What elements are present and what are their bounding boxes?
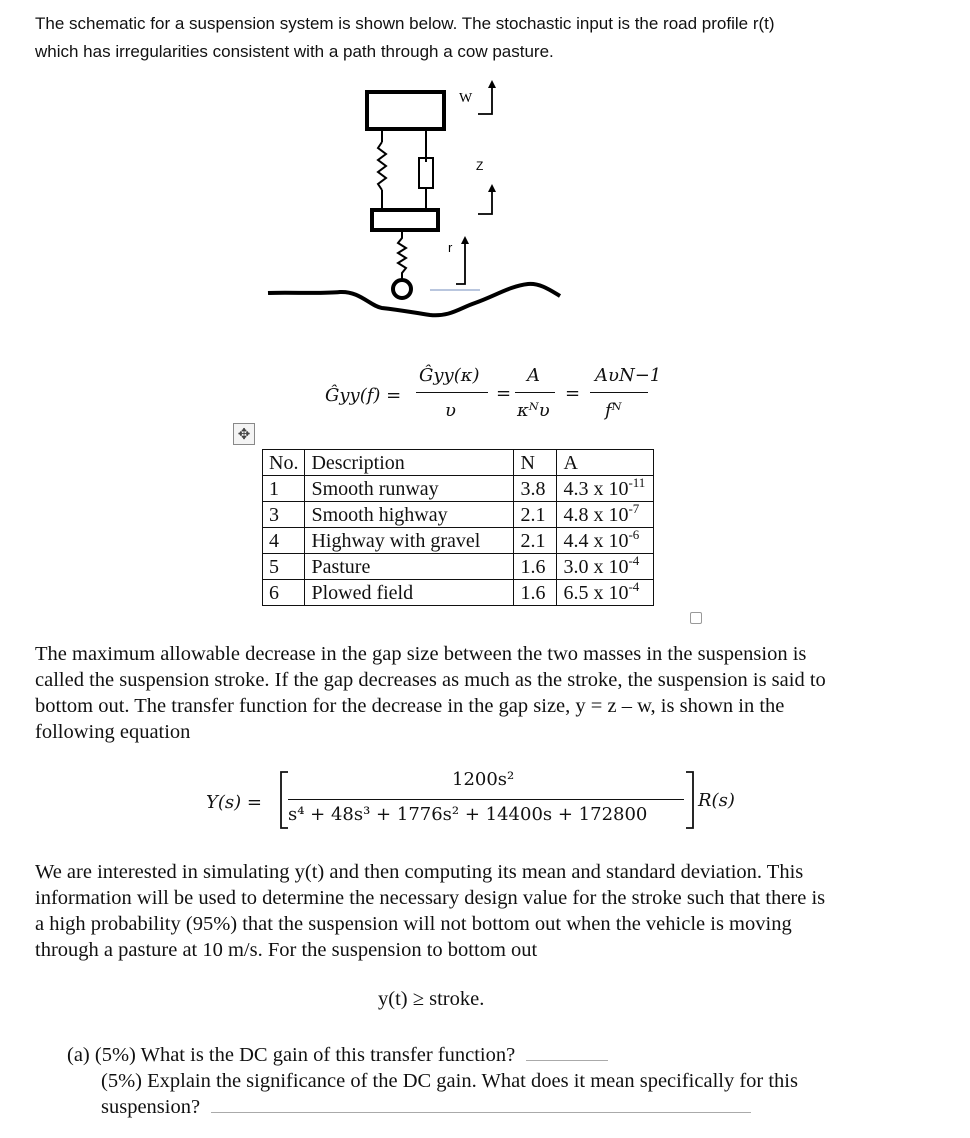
cell-a-base: 4.3 x 10: [563, 477, 629, 500]
psd-frac3-den: fᴺ: [605, 400, 622, 421]
label-r: r: [448, 240, 453, 255]
cell-a-base: 3.0 x 10: [563, 555, 629, 578]
suspension-spring: [378, 142, 386, 190]
damper-cylinder: [419, 158, 433, 188]
cell-a: [557, 502, 654, 528]
cell-a: [557, 580, 654, 606]
tf-denominator: s⁴ + 48s³ + 1776s² + 14400s + 172800: [288, 804, 648, 825]
header-n: N: [514, 450, 557, 476]
simulation-paragraph-line-1: We are interested in simulating y(t) and then computing its mean and standard deviation. This: [35, 861, 804, 883]
psd-frac1-num: Ĝyy(κ): [419, 365, 480, 386]
suspension-schematic: [260, 80, 570, 330]
question-a-line-1: (a) (5%) What is the DC gain of this transfer function?: [67, 1044, 516, 1066]
bottom-out-condition: y(t) ≥ stroke.: [378, 988, 485, 1010]
z-arrow: [478, 190, 492, 214]
psd-equation: [325, 365, 662, 427]
cell-a-exp: -4: [628, 578, 640, 594]
cell-no: 4: [263, 528, 305, 554]
tf-fraction-bar: [288, 799, 684, 800]
cell-no: 3: [263, 502, 305, 528]
cell-a-base: 4.4 x 10: [563, 529, 629, 552]
cell-description: Plowed field: [305, 580, 514, 606]
tire-spring: [398, 230, 406, 280]
cell-description: Smooth highway: [305, 502, 514, 528]
psd-frac3-bar: [590, 392, 648, 393]
table-header-row: [263, 450, 654, 476]
cell-a-exp: -4: [628, 552, 640, 568]
intro-line-2: which has irregularities consistent with a path through a cow pasture.: [35, 42, 554, 61]
cell-n: 2.1: [514, 502, 557, 528]
dc-gain-answer-blank[interactable]: [526, 1042, 608, 1061]
cell-a-exp: -11: [628, 474, 646, 490]
question-a: [67, 1042, 947, 1120]
tf-numerator: 1200s²: [452, 769, 515, 790]
tf-rhs: R(s): [698, 790, 735, 811]
cell-a: [557, 554, 654, 580]
psd-frac1-bar: [416, 392, 488, 393]
psd-frac2-num: A: [527, 365, 540, 386]
header-no: No.: [263, 450, 305, 476]
intro-text: [35, 10, 935, 66]
cell-no: 6: [263, 580, 305, 606]
intro-line-1: The schematic for a suspension system is shown below. The stochastic input is the road profile r(t): [35, 14, 775, 33]
simulation-paragraph: [35, 859, 935, 963]
psd-frac2-den: κᴺυ: [517, 400, 550, 421]
label-z: Z: [476, 159, 484, 173]
road-roughness-table: [262, 449, 654, 606]
simulation-paragraph-line-3: a high probability (95%) that the suspension will not bottom out when the vehicle is moving: [35, 913, 792, 935]
question-a-line-3: suspension?: [101, 1096, 201, 1118]
stroke-paragraph-line-1: The maximum allowable decrease in the gap size between the two masses in the suspension is: [35, 643, 807, 665]
table-row: [263, 528, 654, 554]
cell-a-exp: -6: [628, 526, 640, 542]
simulation-paragraph-line-4: through a pasture at 10 m/s. For the suspension to bottom out: [35, 939, 538, 961]
w-arrow: [478, 86, 492, 114]
table-resize-handle-icon[interactable]: [690, 612, 702, 624]
cell-no: 5: [263, 554, 305, 580]
cell-description: Smooth runway: [305, 476, 514, 502]
psd-eq2: =: [496, 383, 512, 404]
header-a: A: [557, 450, 654, 476]
tf-lhs: Y(s) =: [206, 792, 262, 813]
transfer-function-equation: [200, 768, 760, 832]
cell-n: 1.6: [514, 554, 557, 580]
label-w: W: [459, 91, 473, 106]
lower-mass: [372, 210, 438, 230]
cell-a: [557, 528, 654, 554]
wheel: [393, 280, 411, 298]
stroke-paragraph-line-2: called the suspension stroke. If the gap decreases as much as the stroke, the suspension is said to: [35, 669, 826, 691]
table-row: [263, 554, 654, 580]
header-description: Description: [305, 450, 514, 476]
tf-right-bracket: [684, 770, 696, 830]
table-move-handle-icon[interactable]: ✥: [233, 423, 255, 445]
cell-n: 3.8: [514, 476, 557, 502]
upper-mass: [367, 92, 444, 129]
cell-n: 1.6: [514, 580, 557, 606]
stroke-paragraph-line-3: bottom out. The transfer function for the decrease in the gap size, y = z – w, is shown in the: [35, 695, 785, 717]
table-row: [263, 502, 654, 528]
table-row: [263, 580, 654, 606]
simulation-paragraph-line-2: information will be used to determine the necessary design value for the stroke such that there is: [35, 887, 826, 909]
psd-frac1-den: υ: [445, 400, 456, 421]
cell-no: 1: [263, 476, 305, 502]
question-a-line-2: (5%) Explain the significance of the DC gain. What does it mean specifically for this: [101, 1070, 798, 1092]
cell-a: [557, 476, 654, 502]
stroke-paragraph-line-4: following equation: [35, 721, 191, 743]
psd-frac2-bar: [515, 392, 555, 393]
cell-a-exp: -7: [628, 500, 640, 516]
cell-n: 2.1: [514, 528, 557, 554]
significance-answer-blank[interactable]: [211, 1094, 751, 1113]
cell-a-base: 6.5 x 10: [563, 581, 629, 604]
psd-frac3-num: AυN−1: [595, 365, 662, 386]
psd-lhs: Ĝyy(f) =: [325, 385, 402, 406]
road-profile: [268, 284, 560, 315]
r-arrow: [456, 242, 465, 284]
cell-description: Pasture: [305, 554, 514, 580]
psd-eq3: =: [565, 383, 581, 404]
cell-a-base: 4.8 x 10: [563, 503, 629, 526]
table-row: [263, 476, 654, 502]
stroke-paragraph: [35, 641, 935, 745]
cell-description: Highway with gravel: [305, 528, 514, 554]
